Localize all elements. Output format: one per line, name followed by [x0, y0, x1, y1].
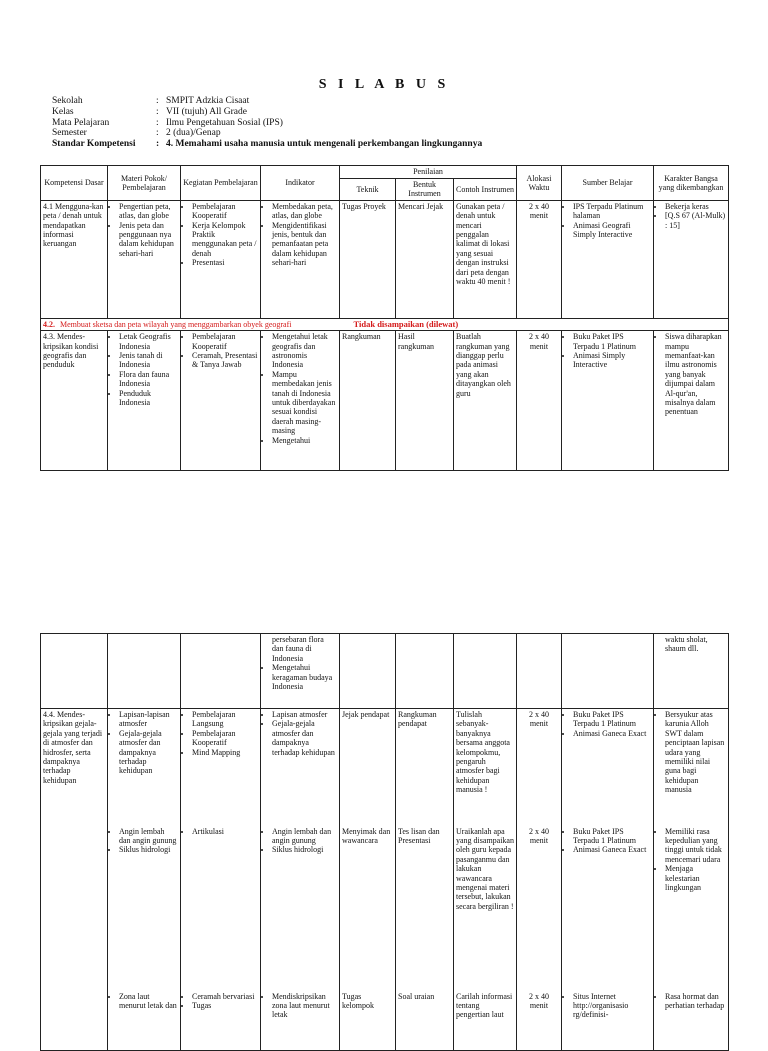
- cell-kegiatan: [181, 826, 261, 991]
- info-sep: :: [156, 117, 159, 128]
- list-item: • Mengetahui keragaman budaya Indonesia: [272, 663, 337, 691]
- list-item: • Rasa hormat dan perhatian terhadap: [665, 992, 726, 1011]
- list-item: • Gejala-gejala atmosfer dan dampaknya terhadap kehidupan: [272, 719, 337, 757]
- list-item: • Ceramah, Presentasi & Tanya Jawab: [192, 351, 258, 370]
- list-item: • Kerja Kelompok Praktik menggunakan peta / denah: [192, 221, 258, 259]
- cell-contoh: Buatlah rangkuman yang dianggap perlu pada animasi yang akan ditayangkan oleh guru: [454, 331, 517, 471]
- cell-kompetensi: [41, 826, 108, 991]
- cell-sumber: [562, 634, 654, 709]
- table-row: [41, 200, 729, 318]
- list-item: • Mind Mapping: [192, 748, 258, 757]
- list-item: • Tugas: [192, 1001, 258, 1010]
- cell-indikator: [261, 991, 340, 1051]
- document-title: S I L A B U S: [318, 77, 450, 92]
- table-row: [41, 331, 729, 471]
- info-value: SMPIT Adzkia Cisaat: [166, 96, 250, 106]
- info-label: Kelas: [52, 106, 74, 117]
- document-page-2: [0, 520, 768, 1024]
- cell-teknik: Rangkuman: [340, 331, 396, 471]
- cell-karakter: [654, 634, 729, 709]
- cell-indikator: [261, 634, 340, 709]
- cell-contoh: [454, 634, 517, 709]
- cell-karakter: [654, 991, 729, 1051]
- list-item: • Flora dan fauna Indonesia: [119, 370, 178, 389]
- list-item: • Pembelajaran Kooperatif: [192, 202, 258, 221]
- cell-sumber: [562, 331, 654, 471]
- cell-sumber: [562, 709, 654, 826]
- header-kompetensi: Kompetensi Dasar: [41, 166, 108, 201]
- cell-karakter: [654, 709, 729, 826]
- info-sep: :: [156, 139, 160, 150]
- cell-kompetensi: [41, 991, 108, 1051]
- header-info: [52, 96, 482, 150]
- info-sep: :: [156, 96, 159, 106]
- cell-kegiatan: [181, 200, 261, 318]
- skipped-row: [41, 318, 729, 330]
- list-item: • Mampu membedakan jenis tanah di Indonesia untuk diberdayakan sesuai kondisi daerah masing-masing: [272, 370, 337, 436]
- karakter-continuation: waktu sholat, shaum dll.: [665, 635, 708, 654]
- cell-karakter: [654, 200, 729, 318]
- list-item: • Pembelajaran Langsung: [192, 710, 258, 729]
- list-item: • Mengidentifikasi jenis, bentuk dan pemanfaatan peta dalam kehidupan sehari-hari: [272, 221, 337, 268]
- list-item: • Pengertian peta, atlas, dan globe: [119, 202, 178, 221]
- cell-teknik: [340, 634, 396, 709]
- list-item: • Pembelajaran Kooperatif: [192, 332, 258, 351]
- table-row: [41, 991, 729, 1051]
- header-indikator: Indikator: [261, 166, 340, 201]
- header-materi: Materi Pokok/ Pembelajaran: [108, 166, 181, 201]
- info-label: Mata Pelajaran: [52, 117, 110, 128]
- cell-teknik: Tugas kelompok: [340, 991, 396, 1051]
- cell-alokasi: 2 x 40 menit: [517, 200, 562, 318]
- list-item: • Siklus hidrologi: [119, 845, 178, 854]
- skipped-code: 4.2.: [43, 319, 55, 329]
- cell-materi: [108, 331, 181, 471]
- cell-materi: [108, 709, 181, 826]
- cell-alokasi: 2 x 40 menit: [517, 991, 562, 1051]
- skipped-text: Membuat sketsa dan peta wilayah yang menggambarkan obyek geografi: [60, 319, 292, 329]
- cell-materi: [108, 634, 181, 709]
- list-item: • Mengetahui letak geografis dan astronomis Indonesia: [272, 332, 337, 370]
- info-mata-pelajaran: [52, 118, 482, 129]
- table-row: [41, 826, 729, 991]
- info-value: Ilmu Pengetahuan Sosial (IPS): [166, 117, 283, 128]
- list-item: • Animasi Ganeca Exact: [573, 729, 651, 738]
- list-item: • Mengetahui: [272, 436, 337, 445]
- cell-indikator: [261, 331, 340, 471]
- list-item: • Penduduk Indonesia: [119, 389, 178, 408]
- info-kelas: [52, 107, 482, 118]
- list-item: • Buku Paket IPS Terpadu 1 Platinum: [573, 332, 651, 351]
- cell-materi: [108, 826, 181, 991]
- cell-kompetensi: [41, 634, 108, 709]
- list-item: • Lapisan atmosfer: [272, 710, 337, 719]
- cell-contoh: Carilah informasi tentang pengertian laut: [454, 991, 517, 1051]
- cell-sumber: [562, 826, 654, 991]
- list-item: • Animasi Simply Interactive: [573, 351, 651, 370]
- document-page-1: [0, 0, 768, 520]
- cell-sumber: [562, 200, 654, 318]
- list-item: • Animasi Geografi Simply Interactive: [573, 221, 651, 240]
- skipped-status: Tidak disampaikan (dilewat): [353, 318, 459, 329]
- cell-contoh: Uraikanlah apa yang disampaikan oleh guru kepada pasanganmu dan lakukan wawancara mengenai materi tersebut, lakukan secara bergiliran !: [454, 826, 517, 991]
- cell-kompetensi: 4.3. Mendes-kripsikan kondisi geografis dan penduduk: [41, 331, 108, 471]
- header-karakter: Karakter Bangsa yang dikembangkan: [654, 166, 729, 201]
- cell-kegiatan: [181, 709, 261, 826]
- list-item: • Jenis peta dan penggunaan nya dalam kehidupan sehari-hari: [119, 221, 178, 259]
- header-contoh: Contoh Instrumen: [454, 179, 517, 201]
- cell-materi: [108, 200, 181, 318]
- list-item: • Buku Paket IPS Terpadu 1 Platinum: [573, 827, 651, 846]
- list-item: • Buku Paket IPS Terpadu 1 Platinum: [573, 710, 651, 729]
- list-item: • Pembelajaran Kooperatif: [192, 729, 258, 748]
- info-value: 2 (dua)/Genap: [166, 128, 221, 139]
- cell-bentuk: [396, 634, 454, 709]
- list-item: • Menjaga kelestarian lingkungan: [665, 864, 726, 892]
- list-item: • Animasi Ganeca Exact: [573, 845, 651, 854]
- info-value: VII (tujuh) All Grade: [166, 106, 247, 117]
- list-item: • Presentasi: [192, 258, 258, 267]
- header-teknik: Teknik: [340, 179, 396, 201]
- list-item: • IPS Terpadu Platinum halaman: [573, 202, 651, 221]
- cell-kegiatan: [181, 991, 261, 1051]
- info-sep: :: [156, 128, 159, 139]
- info-label: Semester: [52, 128, 87, 139]
- header-penilaian: Penilaian: [340, 166, 517, 179]
- cell-karakter: [654, 331, 729, 471]
- cell-bentuk: Tes lisan dan Presentasi: [396, 826, 454, 991]
- cell-kompetensi: 4.1 Mengguna-kan peta / denah untuk mendapatkan informasi keruangan: [41, 200, 108, 318]
- info-sekolah: [52, 96, 482, 107]
- cell-kegiatan: [181, 634, 261, 709]
- list-item: • Jenis tanah di Indonesia: [119, 351, 178, 370]
- cell-bentuk: Hasil rangkuman: [396, 331, 454, 471]
- list-item: • Artikulasi: [192, 827, 258, 836]
- list-item: • Angin lembah dan angin gunung: [119, 827, 178, 846]
- cell-alokasi: 2 x 40 menit: [517, 826, 562, 991]
- cell-teknik: Menyimak dan wawancara: [340, 826, 396, 991]
- skipped-note: [41, 318, 729, 330]
- cell-kegiatan: [181, 331, 261, 471]
- cell-karakter: [654, 826, 729, 991]
- info-sep: :: [156, 106, 159, 117]
- info-label: Standar Kompetensi: [52, 139, 136, 150]
- table-row: [41, 634, 729, 709]
- cell-sumber: [562, 991, 654, 1051]
- list-item: • Gejala-gejala atmosfer dan dampaknya terhadap kehidupan: [119, 729, 178, 776]
- cell-kompetensi: 4.4. Mendes-kripsikan gejala-gejala yang terjadi di atmosfer dan hidrosfer, serta dampaknya terhadap kehidupan: [41, 709, 108, 826]
- header-sumber: Sumber Belajar: [562, 166, 654, 201]
- cell-materi: [108, 991, 181, 1051]
- header-kegiatan: Kegiatan Pembelajaran: [181, 166, 261, 201]
- cell-contoh: Gunakan peta / denah untuk mencari penggalan kalimat di lokasi yang sesuai dengan instruksi dari peta dengan waktu 40 menit !: [454, 200, 517, 318]
- list-item: • Lapisan-lapisan atmosfer: [119, 710, 178, 729]
- list-item: • Siswa diharapkan mampu memanfaat-kan ilmu astronomis yang banyak dijumpai dalam Al-qur'an, misalnya dalam penentuan: [665, 332, 726, 417]
- cell-bentuk: Mencari Jejak: [396, 200, 454, 318]
- cell-indikator: [261, 826, 340, 991]
- cell-indikator: [261, 200, 340, 318]
- list-item: • Letak Geografis Indonesia: [119, 332, 178, 351]
- list-item: • Zona laut menurut letak dan: [119, 992, 178, 1011]
- cell-bentuk: Soal uraian: [396, 991, 454, 1051]
- list-item: • Membedakan peta, atlas, dan globe: [272, 202, 337, 221]
- info-semester: [52, 128, 482, 139]
- info-standar-kompetensi: [52, 139, 482, 150]
- list-item: • Mendiskripsikan zona laut menurut letak: [272, 992, 337, 1020]
- table-row: [41, 709, 729, 826]
- syllabus-table-page-2: [40, 633, 729, 1051]
- info-value: 4. Memahami usaha manusia untuk mengenali perkembangan lingkungannya: [166, 139, 483, 150]
- list-item: • [Q.S 67 (Al-Mulk) : 15]: [665, 211, 726, 230]
- cell-teknik: Tugas Proyek: [340, 200, 396, 318]
- cell-alokasi: [517, 634, 562, 709]
- cell-bentuk: Rangkuman pendapat: [396, 709, 454, 826]
- header-bentuk: Bentuk Instrumen: [396, 179, 454, 201]
- list-item: • Angin lembah dan angin gunung: [272, 827, 337, 846]
- cell-alokasi: 2 x 40 menit: [517, 331, 562, 471]
- indikator-continuation: persebaran flora dan fauna di Indonesia: [272, 635, 324, 663]
- list-item: • Siklus hidrologi: [272, 845, 337, 854]
- cell-contoh: Tulislah sebanyak-banyaknya bersama anggota kelompokmu, pengaruh atmosfer bagi kehidupan manusia !: [454, 709, 517, 826]
- list-item: • Bekerja keras: [665, 202, 726, 211]
- list-item: • Ceramah bervariasi: [192, 992, 258, 1001]
- cell-teknik: Jejak pendapat: [340, 709, 396, 826]
- info-label: Sekolah: [52, 96, 83, 106]
- cell-alokasi: 2 x 40 menit: [517, 709, 562, 826]
- list-item: • Situs Internet http://organisasio rg/definisi-: [573, 992, 651, 1020]
- header-alokasi: Alokasi Waktu: [517, 166, 562, 201]
- list-item: • Bersyukur atas karunia Alloh SWT dalam penciptaan lapisan udara yang memiliki nilai guna bagi kehidupan manusia: [665, 710, 726, 795]
- syllabus-table-page-1: [40, 165, 729, 471]
- list-item: • Memiliki rasa kepedulian yang tinggi untuk tidak mencemari udara: [665, 827, 726, 865]
- cell-indikator: [261, 709, 340, 826]
